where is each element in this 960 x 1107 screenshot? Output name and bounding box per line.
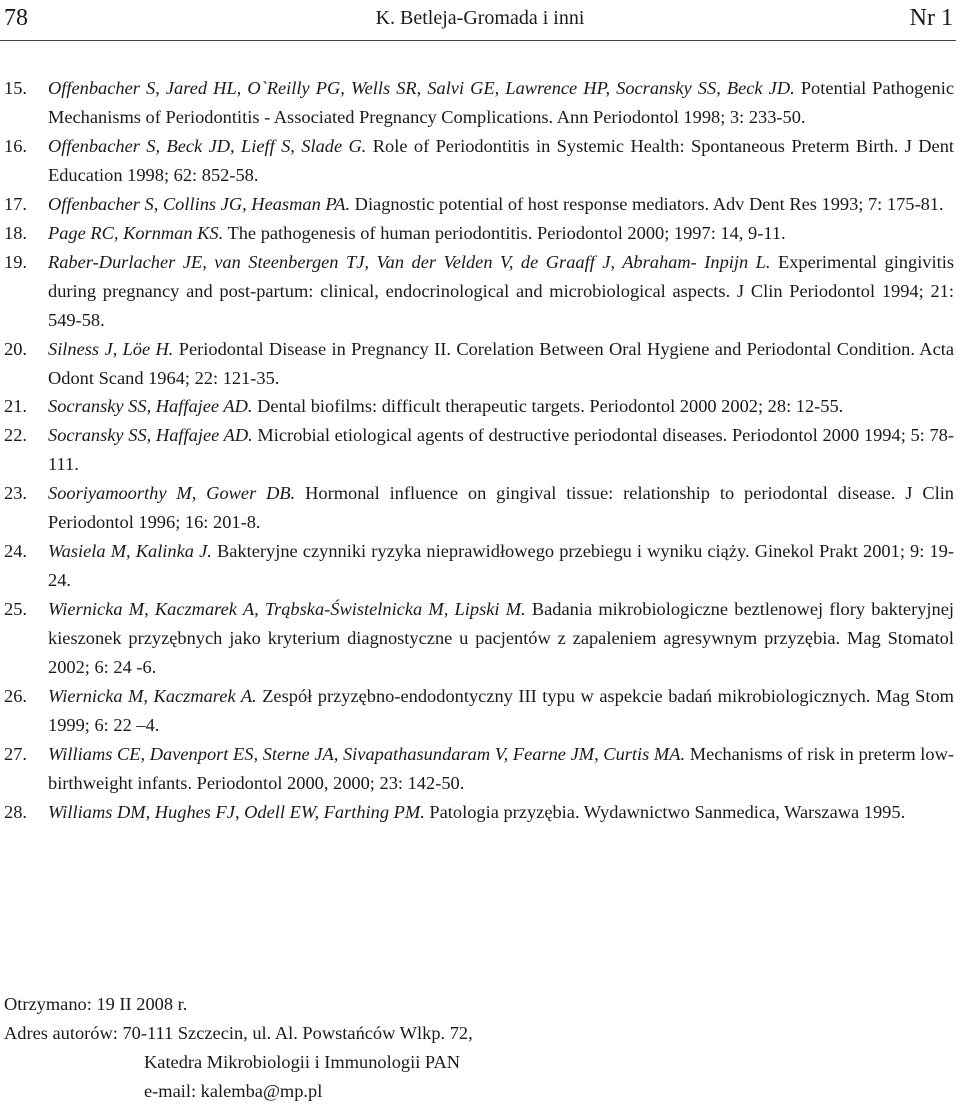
reference-number: 27. xyxy=(4,743,27,764)
reference-number: 28. xyxy=(4,801,27,822)
received-date: Otrzymano: 19 II 2008 r. xyxy=(4,994,188,1014)
header-divider xyxy=(0,40,956,41)
reference-item xyxy=(4,74,954,132)
reference-number: 25. xyxy=(4,599,27,620)
author-email: e-mail: kalemba@mp.pl xyxy=(144,1081,323,1101)
reference-item xyxy=(4,335,954,393)
reference-authors: Socransky SS, Haffajee AD. xyxy=(48,425,253,446)
reference-details: Mechanisms of risk in preterm low- birthweight infants. Periodontol 2000, 2000; 23: 142-50. xyxy=(48,743,954,793)
reference-details: Bakteryjne czynniki ryzyka nieprawidłowego przebiegu i wyniku ciąży. Ginekol Prakt 2001; 9: 19-24. xyxy=(48,541,955,591)
reference-number: 22. xyxy=(4,425,27,446)
reference-number: 21. xyxy=(4,396,27,417)
reference-authors: Offenbacher S, Beck JD, Lieff S, Slade G. xyxy=(48,135,367,156)
article-footer xyxy=(4,990,954,1106)
reference-details: Hormonal influence on gingival tissue: relationship to periodontal disease. J Clin Periodontol 1996; 16: 201-8. xyxy=(48,483,954,533)
reference-details: The pathogenesis of human periodontitis. Periodontol 2000; 1997: 14, 9-11. xyxy=(223,222,786,243)
reference-item xyxy=(4,248,954,335)
reference-item xyxy=(4,682,954,740)
reference-authors: Socransky SS, Haffajee AD. xyxy=(48,396,253,417)
reference-item xyxy=(4,392,954,421)
reference-authors: Williams DM, Hughes FJ, Odell EW, Farthing PM. xyxy=(48,801,425,822)
reference-authors: Page RC, Kornman KS. xyxy=(48,222,224,243)
running-title: K. Betleja-Gromada i inni xyxy=(375,7,585,29)
reference-authors: Offenbacher S, Collins JG, Heasman PA. xyxy=(48,193,351,214)
reference-details: Badania mikrobiologiczne beztlenowej flory bakteryjnej kieszonek przyzębnych jako kryterium diagnostyczne u pacjentów z zapaleniem agresywnym przyzębia. Mag Stomatol 2002; 6: 24 -6. xyxy=(48,599,954,678)
reference-list xyxy=(4,74,954,827)
author-institution: Katedra Mikrobiologii i Immunologii PAN xyxy=(144,1052,461,1072)
reference-authors: Wiernicka M, Kaczmarek A. xyxy=(48,686,257,707)
reference-number: 26. xyxy=(4,686,27,707)
reference-item xyxy=(4,740,954,798)
reference-number: 18. xyxy=(4,222,27,243)
issue-number: Nr 1 xyxy=(909,5,953,31)
reference-authors: Williams CE, Davenport ES, Sterne JA, Sivapathasundaram V, Fearne JM, Curtis MA. xyxy=(48,743,686,764)
reference-number: 24. xyxy=(4,541,27,562)
page-number: 78 xyxy=(4,5,28,31)
reference-item xyxy=(4,798,954,827)
reference-details: Role of Periodontitis in Systemic Health: Spontaneous Preterm Birth. J Dent Education 1998; 62: 852-58. xyxy=(48,135,954,185)
reference-details: Experimental gingivitis during pregnancy and post-partum: clinical, endocrinological and microbiological aspects. J Clin Periodontol 1994; 21: 549-58. xyxy=(48,251,954,330)
reference-details: Zespół przyzębno-endodontyczny III typu w aspekcie badań mikrobiologicznych. Mag Stom 1999; 6: 22 –4. xyxy=(48,686,954,735)
reference-number: 19. xyxy=(4,251,27,272)
reference-number: 15. xyxy=(4,78,27,98)
reference-item xyxy=(4,479,954,537)
reference-authors: Silness J, Löe H. xyxy=(48,338,174,359)
reference-item xyxy=(4,537,954,595)
reference-item xyxy=(4,190,954,219)
reference-details: Dental biofilms: difficult therapeutic targets. Periodontol 2000 2002; 28: 12-55. xyxy=(252,396,844,417)
reference-details: Periodontal Disease in Pregnancy II. Corelation Between Oral Hygiene and Periodontal Condition. Acta Odont Scand 1964; 22: 121-35. xyxy=(48,338,955,388)
reference-authors: Wiernicka M, Kaczmarek A, Trąbska-Świstelnicka M, Lipski M. xyxy=(48,599,526,620)
reference-authors: Raber-Durlacher JE, van Steenbergen TJ, Van der Velden V, de Graaff J, Abraham- Inpijn L. xyxy=(48,251,771,272)
reference-authors: Sooriyamoorthy M, Gower DB. xyxy=(48,483,296,504)
reference-item xyxy=(4,595,954,682)
reference-item xyxy=(4,421,954,479)
reference-item xyxy=(4,219,954,248)
reference-number: 16. xyxy=(4,135,27,156)
reference-details: Patologia przyzębia. Wydawnictwo Sanmedica, Warszawa 1995. xyxy=(424,801,906,822)
reference-number: 23. xyxy=(4,483,27,504)
reference-authors: Offenbacher S, Jared HL, O`Reilly PG, Wells SR, Salvi GE, Lawrence HP, Socransky SS, Beck JD. xyxy=(48,78,795,98)
reference-details: Potential Pathogenic Mechanisms of Periodontitis - Associated Pregnancy Complications. Ann Periodontol 1998; 3: 233-50. xyxy=(48,78,955,127)
reference-details: Diagnostic potential of host response mediators. Adv Dent Res 1993; 7: 175-81. xyxy=(350,193,944,214)
reference-item xyxy=(4,132,954,190)
reference-number: 20. xyxy=(4,338,27,359)
reference-number: 17. xyxy=(4,193,27,214)
author-address: Adres autorów: 70-111 Szczecin, ul. Al. Powstańców Wlkp. 72, xyxy=(4,1023,473,1043)
page-header xyxy=(0,0,960,40)
reference-details: Microbial etiological agents of destructive periodontal diseases. Periodontol 2000 1994; 5: 78-111. xyxy=(48,425,954,475)
reference-authors: Wasiela M, Kalinka J. xyxy=(48,541,212,562)
